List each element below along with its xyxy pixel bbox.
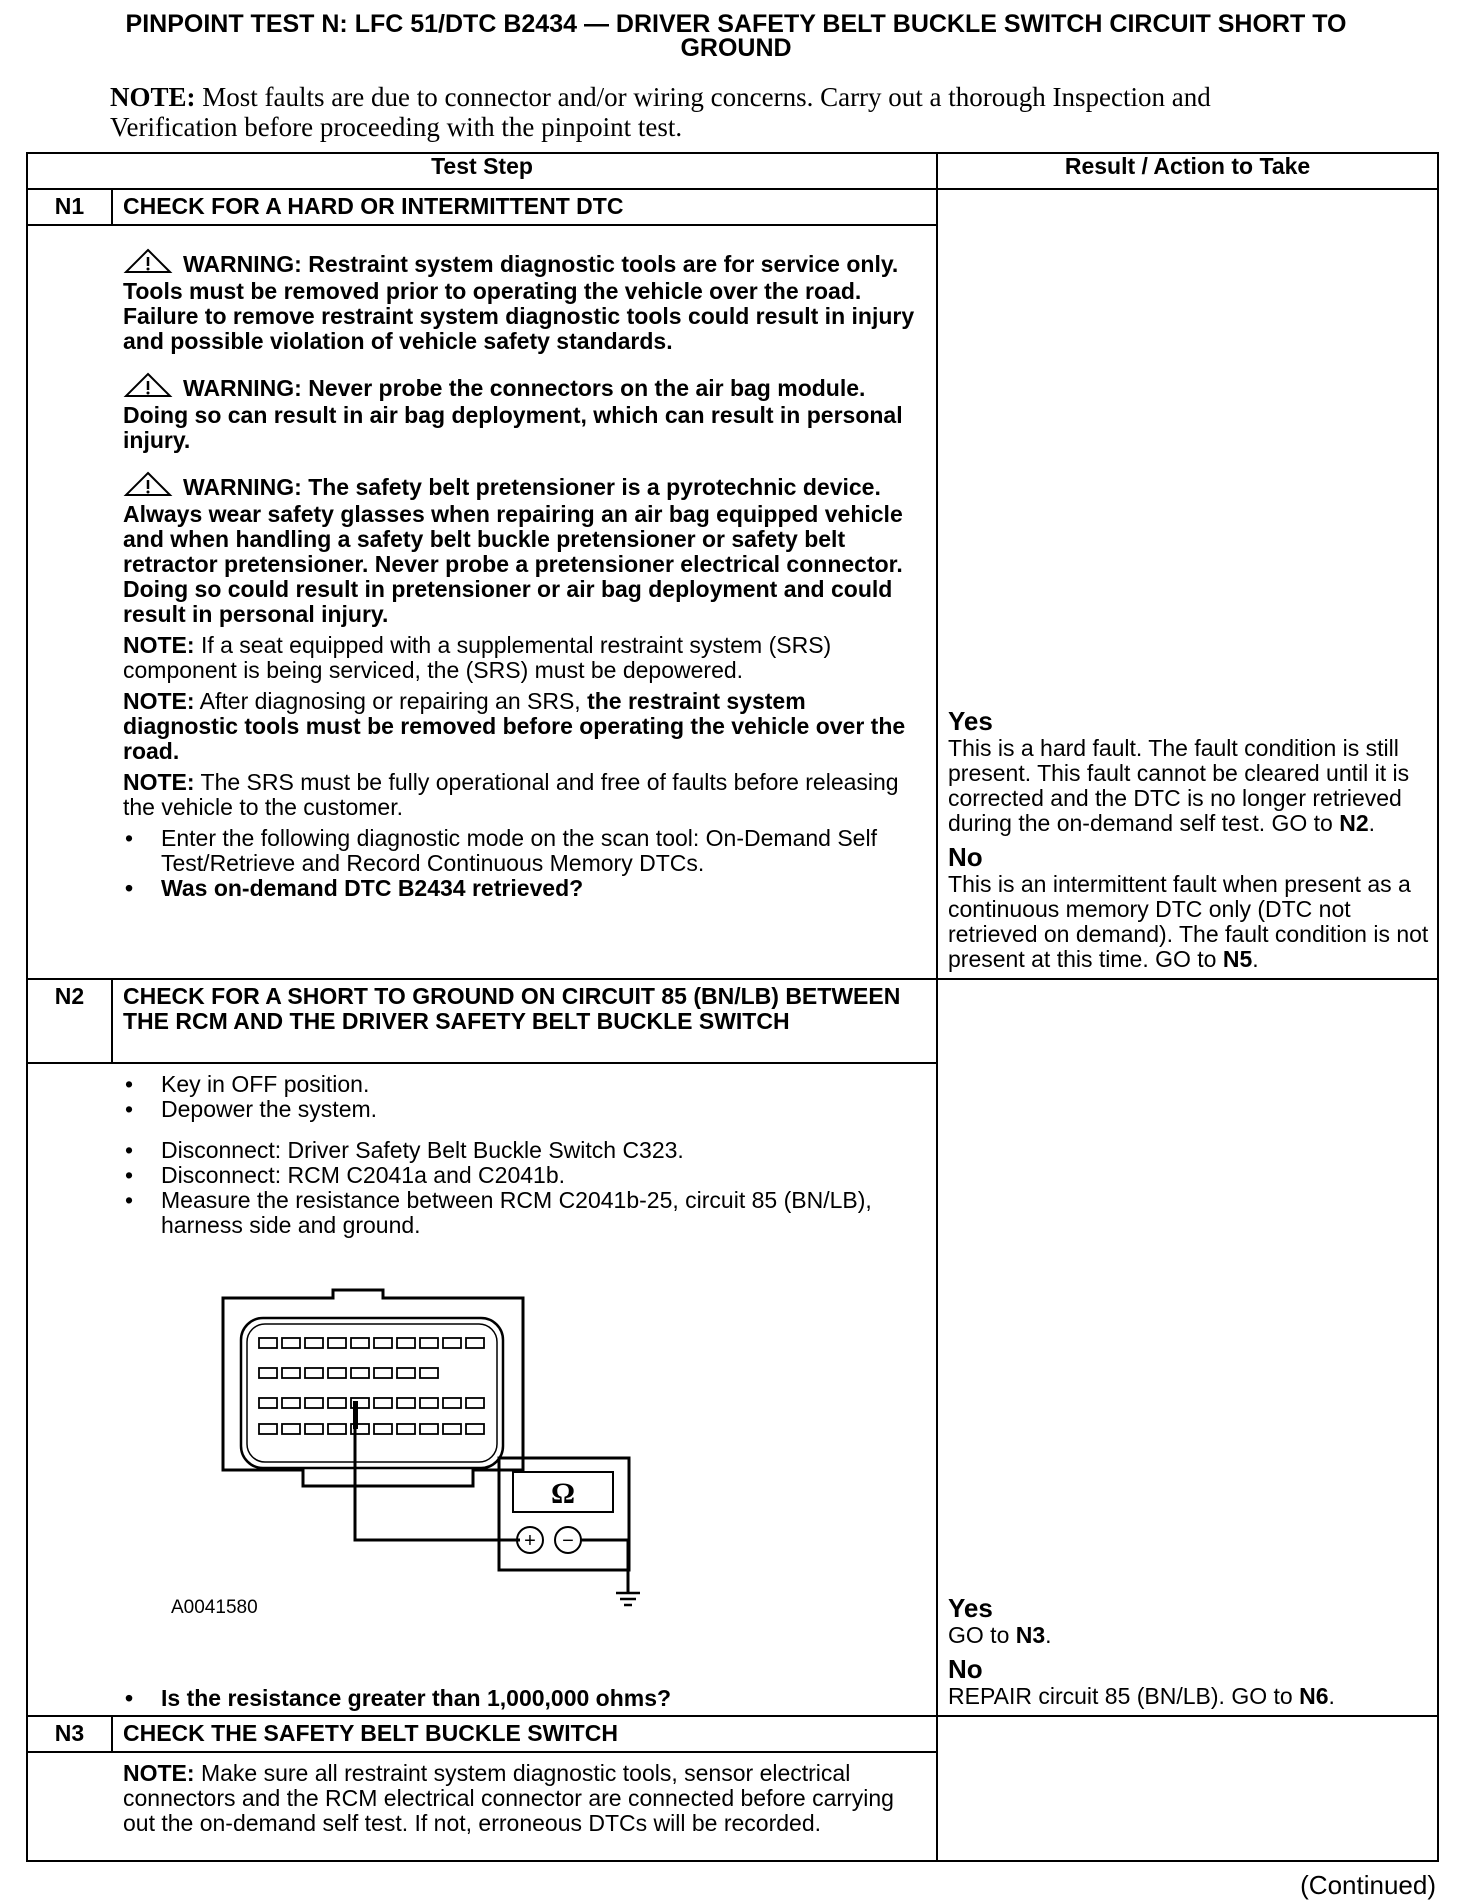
n3-note — [123, 1761, 926, 1836]
note-3-label: NOTE: — [123, 769, 195, 795]
connector-pin — [282, 1424, 300, 1434]
result-n1-yes-text: This is a hard fault. The fault condition is still present. This fault cannot be cleared until it is corrected and the DTC is no longer retrieved during the on-demand self test. GO to N2. — [948, 735, 1410, 836]
n2-question: • Is the resistance greater than 1,000,000 ohms? — [123, 1686, 926, 1711]
n2-bullet-b3: • Measure the resistance between RCM C2041b-25, circuit 85 (BN/LB), harness side and ground. — [123, 1188, 926, 1238]
goto-n2-link: N2 — [1339, 810, 1369, 836]
connector-pin — [282, 1338, 300, 1348]
ohm-symbol: Ω — [550, 1477, 576, 1510]
page-title — [20, 12, 1452, 60]
note-2 — [123, 689, 926, 764]
n2-bullets-a — [123, 1072, 926, 1122]
result-n1-yes-body: This is a hard fault. The fault condition is still present. This fault cannot be cleared until it is corrected and the DTC is no longer retrieved during the on-demand self test. GO to — [948, 735, 1410, 836]
note-3 — [123, 770, 926, 820]
connector-pin — [397, 1424, 415, 1434]
n3-note-text: Make sure all restraint system diagnostic tools, sensor electrical connectors and the RCM electrical connector are connected before carrying out the on-demand self test. If not, erroneous DTCs will be recorded. — [123, 1760, 894, 1836]
connector-pin — [420, 1424, 438, 1434]
pinpoint-table — [26, 152, 1439, 1862]
result-n1-no-label: No — [948, 842, 983, 872]
n2-bullet-a1: • Key in OFF position. — [123, 1072, 926, 1097]
step-title-n1: CHECK FOR A HARD OR INTERMITTENT DTC — [112, 189, 937, 225]
note-2-text: After diagnosing or repairing an SRS, — [194, 688, 588, 714]
connector-pin — [397, 1338, 415, 1348]
connector-pin — [466, 1424, 484, 1434]
n2-question-list — [123, 1686, 926, 1711]
connector-pin — [328, 1368, 346, 1378]
warning-1 — [123, 248, 926, 354]
connector-pin — [374, 1398, 392, 1408]
n2-bullet-b2: • Disconnect: RCM C2041a and C2041b. — [123, 1163, 926, 1188]
ground-wire — [581, 1540, 628, 1593]
step-id-n2: N2 — [27, 979, 112, 1063]
connector-pin — [443, 1424, 461, 1434]
warning-3 — [123, 471, 926, 627]
n2-bullets-b — [123, 1138, 926, 1238]
connector-pin — [374, 1338, 392, 1348]
step-body-n2 — [27, 1063, 937, 1716]
connector-pin — [305, 1398, 323, 1408]
result-n1 — [937, 189, 1438, 979]
note-1-label: NOTE: — [123, 632, 195, 658]
note-3-text: The SRS must be fully operational and free of faults before releasing the vehicle to the customer. — [123, 769, 899, 820]
note-1 — [123, 633, 926, 683]
warning-3-text: WARNING: The safety belt pretensioner is a pyrotechnic device. Always wear safety glasses when repairing an air bag equipped vehicle and when handling a safety belt buckle pretensioner or safety belt retractor pretensioner. Never probe a pretensioner electrical connector. Doing so could result in pretensioner or air bag deployment and could result in personal injury. — [123, 474, 903, 627]
connector-inner-frame — [241, 1318, 503, 1468]
connector-pin — [305, 1424, 323, 1434]
warning-triangle-icon — [123, 248, 183, 279]
connector-pin — [259, 1398, 277, 1408]
n2-bullet-b1: • Disconnect: Driver Safety Belt Buckle Switch C323. — [123, 1138, 926, 1163]
note-2-label: NOTE: — [123, 688, 195, 714]
intro-note-label: NOTE: — [110, 82, 196, 112]
note-2-bold: the restraint system diagnostic tools must be removed before operating the vehicle over the road. — [123, 688, 906, 764]
connector-inner-frame-2 — [247, 1324, 497, 1462]
n1-bullets — [123, 826, 926, 901]
result-n1-yes-label: Yes — [948, 706, 993, 736]
goto-n3-link: N3 — [1015, 1622, 1046, 1648]
result-n1-no-body: This is an intermittent fault when present as a continuous memory DTC only (DTC not retrieved on demand). The fault condition is not present at this time. GO to — [948, 871, 1429, 972]
connector-pin — [259, 1368, 277, 1378]
step-id-n1: N1 — [27, 189, 112, 225]
step-body-n3 — [27, 1752, 937, 1861]
n2-bullet-a2: • Depower the system. — [123, 1097, 926, 1122]
result-n2-yes-label: Yes — [948, 1593, 993, 1623]
connector-pin — [443, 1338, 461, 1348]
note-1-text: If a seat equipped with a supplemental restraint system (SRS) component is being serviced, the (SRS) must be depowered. — [123, 632, 832, 683]
connector-pin — [282, 1368, 300, 1378]
result-n2-no-text: REPAIR circuit 85 (BN/LB). GO to N6. — [948, 1683, 1335, 1709]
step-title-n2: CHECK FOR A SHORT TO GROUND ON CIRCUIT 85 (BN/LB) BETWEEN THE RCM AND THE DRIVER SAFETY BELT BUCKLE SWITCH — [112, 979, 937, 1063]
table-header-row — [27, 153, 1438, 189]
connector-pin — [328, 1338, 346, 1348]
connector-pin — [351, 1368, 369, 1378]
goto-n6-link: N6 — [1299, 1683, 1329, 1709]
connector-diagram-svg — [123, 1288, 743, 1688]
connector-pin — [305, 1338, 323, 1348]
connector-pin — [328, 1398, 346, 1408]
step-n2-title-row — [27, 979, 1438, 1063]
n3-note-label: NOTE: — [123, 1760, 195, 1786]
step-n1-title-row — [27, 189, 1438, 225]
result-n3 — [937, 1716, 1438, 1861]
ground-symbol-icon — [616, 1593, 640, 1605]
result-n1-no-text: This is an intermittent fault when present as a continuous memory DTC only (DTC not retrieved on demand). The fault condition is not present at this time. GO to N5. — [948, 871, 1429, 972]
connector-pin — [374, 1424, 392, 1434]
result-n2 — [937, 979, 1438, 1716]
connector-pin — [328, 1424, 346, 1434]
connector-pin — [397, 1398, 415, 1408]
warning-1-text: WARNING: Restraint system diagnostic tools are for service only. Tools must be removed prior to operating the vehicle over the road. Failure to remove restraint system diagnostic tools could result in injury and possible violation of vehicle safety standards. — [123, 251, 915, 354]
result-n2-no-body: REPAIR circuit 85 (BN/LB). GO to — [948, 1683, 1300, 1709]
warning-2 — [123, 372, 926, 453]
warning-triangle-icon — [123, 372, 183, 403]
connector-pin — [305, 1368, 323, 1378]
warning-2-text: WARNING: Never probe the connectors on the air bag module. Doing so can result in air bag deployment, which can result in personal injury. — [123, 375, 903, 453]
continued-label: (Continued) — [1300, 1870, 1436, 1900]
n1-bullet-1: • Enter the following diagnostic mode on the scan tool: On-Demand Self Test/Retrieve and Record Continuous Memory DTCs. — [123, 826, 926, 876]
n1-bullet-2: • Was on-demand DTC B2434 retrieved? — [123, 876, 926, 901]
connector-pin — [420, 1398, 438, 1408]
warning-triangle-icon — [123, 471, 183, 502]
connector-pin — [259, 1338, 277, 1348]
connector-pin — [259, 1424, 277, 1434]
result-n2-yes-body: GO to — [948, 1622, 1016, 1648]
connector-pin — [282, 1398, 300, 1408]
connector-pin — [466, 1398, 484, 1408]
connector-pins — [259, 1338, 484, 1434]
title-line-1: PINPOINT TEST N: LFC 51/DTC B2434 — DRIVER SAFETY BELT BUCKLE SWITCH CIRCUIT SHORT TO — [125, 10, 1347, 38]
plus-sign: + — [524, 1530, 536, 1552]
figure-id: A0041580 — [171, 1597, 258, 1618]
connector-pin — [397, 1368, 415, 1378]
connector-pin — [466, 1338, 484, 1348]
probe-wire — [355, 1418, 520, 1540]
connector-outline — [223, 1290, 523, 1486]
header-test-step: Test Step — [27, 153, 937, 189]
connector-pin — [351, 1338, 369, 1348]
result-n2-no-label: No — [948, 1654, 983, 1684]
header-result-action: Result / Action to Take — [937, 153, 1438, 189]
intro-note-text: Most faults are due to connector and/or wiring concerns. Carry out a thorough Inspection and Verification before proceeding with the pinpoint test. — [110, 82, 1211, 142]
connector-pin — [374, 1368, 392, 1378]
intro-note — [110, 82, 1310, 142]
connector-diagram — [123, 1288, 743, 1688]
connector-pin — [420, 1338, 438, 1348]
minus-sign: − — [562, 1530, 574, 1552]
result-n2-yes-text: GO to N3. — [948, 1622, 1052, 1648]
title-line-2: GROUND — [680, 34, 792, 62]
step-body-n1 — [27, 225, 937, 979]
step-id-n3: N3 — [27, 1716, 112, 1752]
connector-pin — [443, 1398, 461, 1408]
step-n3-title-row — [27, 1716, 1438, 1752]
goto-n5-link: N5 — [1222, 946, 1253, 972]
step-title-n3: CHECK THE SAFETY BELT BUCKLE SWITCH — [112, 1716, 937, 1752]
connector-pin — [420, 1368, 438, 1378]
